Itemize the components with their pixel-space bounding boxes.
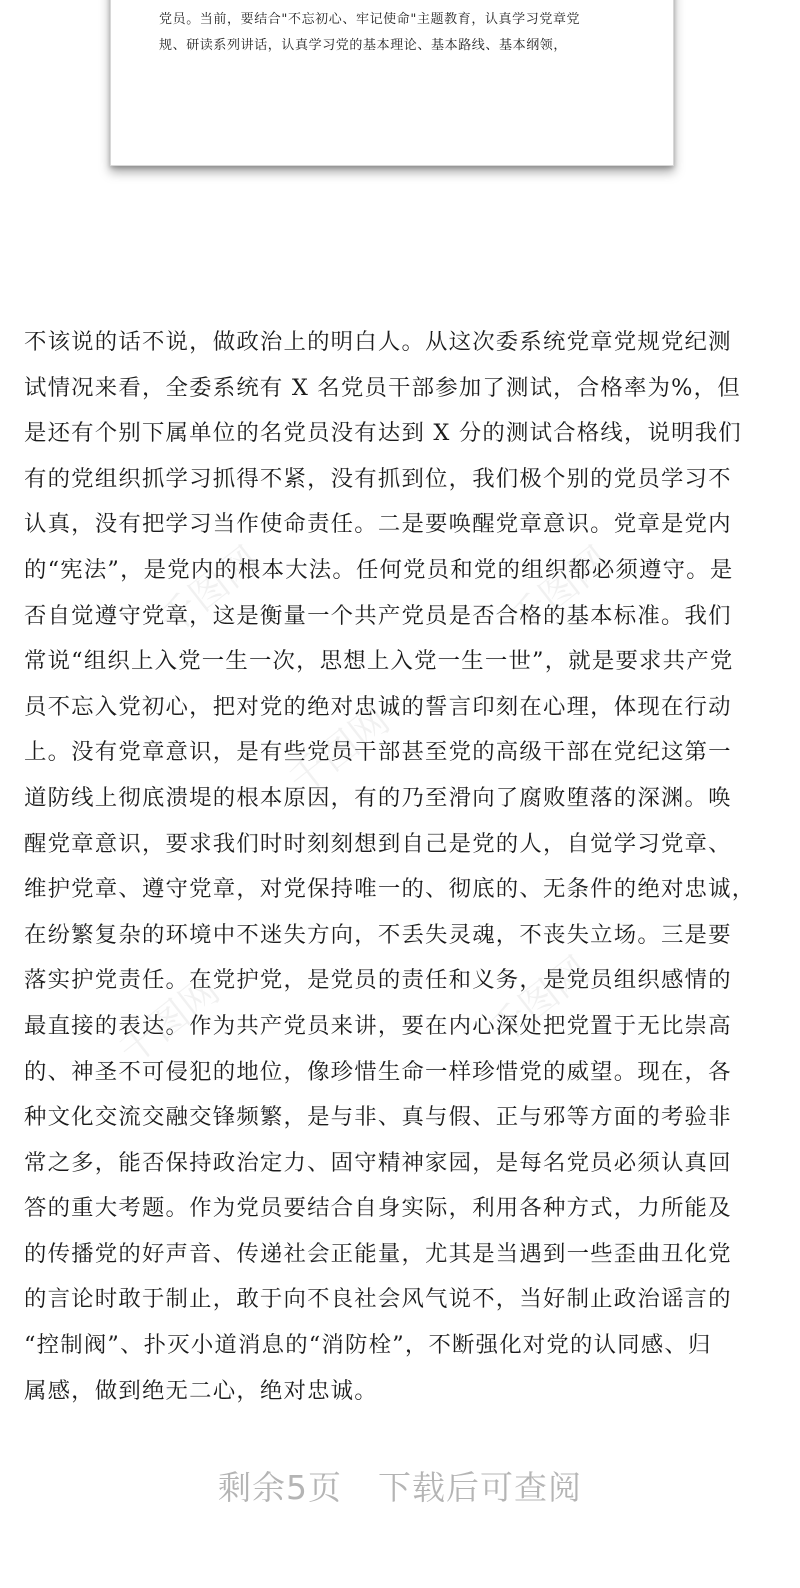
download-to-view-label: 下载后可查阅	[378, 1468, 582, 1507]
watermark-text: 千图网	[150, 537, 268, 643]
body-line: 有的党组织抓学习抓得不紧，没有抓到位，我们极个别的党员学习不	[24, 465, 732, 492]
body-line: 种文化交流交融交锋频繁，是与非、真与假、正与邪等方面的考验非	[24, 1104, 732, 1131]
body-line: 上。没有党章意识，是有些党员干部甚至党的高级干部在党纪这第一	[24, 739, 732, 766]
body-line: 答的重大考题。作为党员要结合自身实际，利用各种方式，力所能及	[24, 1195, 732, 1222]
body-line: 试情况来看，全委系统有 X 名党员干部参加了测试，合格率为%，但	[24, 374, 741, 401]
body-line: “控制阀”、扑灭小道消息的“消防栓”，不断强化对党的认同感、归	[24, 1332, 712, 1359]
body-line: 在纷繁复杂的环境中不迷失方向，不丢失灵魂，不丧失立场。三是要	[24, 921, 732, 948]
preview-text-block	[159, 0, 629, 59]
document-body	[24, 320, 776, 1414]
body-line: 的“宪法”，是党内的根本大法。任何党员和党的组织都必须遵守。是	[24, 556, 734, 583]
body-line: 否自觉遵守党章，这是衡量一个共产党员是否合格的基本标准。我们	[24, 602, 732, 629]
body-line: 维护党章、遵守党章，对党保持唯一的、彻底的、无条件的绝对忠诚，	[24, 876, 756, 903]
download-prompt-button[interactable]	[0, 1462, 800, 1509]
remaining-pages-label: 剩余5页	[218, 1468, 342, 1507]
body-line: 员不忘入党初心，把对党的绝对忠诚的誓言印刻在心理，体现在行动	[24, 693, 732, 720]
body-line: 最直接的表达。作为共产党员来讲，要在内心深处把党置于无比崇高	[24, 1012, 732, 1039]
body-line: 落实护党责任。在党护党，是党员的责任和义务，是党员组织感情的	[24, 967, 732, 994]
body-line: 常之多，能否保持政治定力、固守精神家园，是每名党员必须认真回	[24, 1149, 732, 1176]
watermark-text: 千图网	[480, 947, 598, 1053]
document-preview-card	[110, 0, 674, 166]
body-line: 不该说的话不说，做政治上的明白人。从这次委系统党章党规党纪测	[24, 329, 732, 355]
body-line: 的、神圣不可侵犯的地位，像珍惜生命一样珍惜党的威望。现在，各	[24, 1058, 732, 1085]
body-line: 道防线上彻底溃堤的根本原因，有的乃至滑向了腐败堕落的深渊。唤	[24, 784, 732, 811]
body-line: 是还有个别下属单位的名党员没有达到 X 分的测试合格线，说明我们	[24, 420, 742, 447]
body-line: 的言论时敢于制止，敢于向不良社会风气说不，当好制止政治谣言的	[24, 1286, 732, 1313]
body-line: 的传播党的好声音、传递社会正能量，尤其是当遇到一些歪曲丑化党	[24, 1240, 732, 1267]
watermark-text: 千图网	[500, 537, 618, 643]
preview-line: 规、研读系列讲话，认真学习党的基本理论、基本路线、基本纲领，	[159, 38, 568, 53]
body-line: 属感，做到绝无二心，绝对忠诚。	[24, 1377, 378, 1404]
watermark-text: 千图网	[110, 967, 228, 1073]
body-line: 常说“组织上入党一生一次，思想上入党一生一世”，就是要求共产党	[24, 648, 734, 675]
body-line: 认真，没有把学习当作使命责任。二是要唤醒党章意识。党章是党内	[24, 511, 732, 538]
watermark-text: 千图网	[280, 697, 398, 803]
preview-line: 党员。当前，要结合"不忘初心、牢记使命"主题教育，认真学习党章党	[159, 12, 581, 27]
body-line: 醒党章意识，要求我们时时刻刻想到自己是党的人，自觉学习党章、	[24, 830, 732, 857]
